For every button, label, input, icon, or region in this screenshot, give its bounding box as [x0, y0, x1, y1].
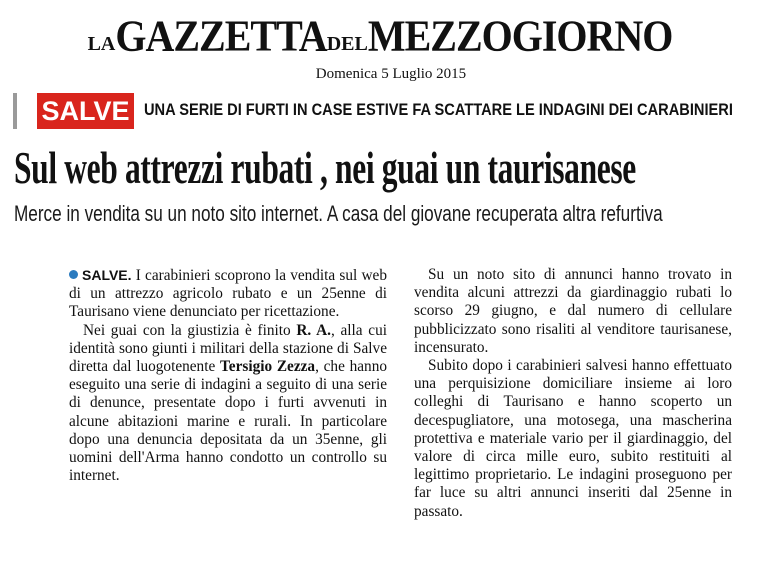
article-column-right	[414, 266, 732, 521]
dateline-place: SALVE.	[82, 267, 132, 283]
person-name: R. A.	[296, 321, 331, 339]
article-paragraph	[69, 322, 387, 486]
article-paragraph: Subito dopo i carabinieri salvesi hanno effettuato una perquisizione domiciliare insieme ai loro colleghi di Taurisano e hanno scoperto un decespugliatore, una motosega, una mascherina protettiva e materiale vario per il giardinaggio, del valore di circa mille euro, subito restituiti al legittimo proprietario. Le indagini proseguono per far luce su altri annunci inseriti dal 25enne in passato.	[414, 357, 732, 520]
person-name: Tersigio Zezza	[219, 358, 316, 376]
kicker-location-label: SALVE	[37, 93, 134, 129]
kicker-text: UNA SERIE DI FURTI IN CASE ESTIVE FA SCATTARE LE INDAGINI DEI CARABINIERI	[144, 100, 733, 119]
publication-date: Domenica 5 Luglio 2015	[315, 66, 467, 82]
masthead-la: LA	[87, 33, 116, 55]
headline: Sul web attrezzi rubati , nei guai un taurisanese	[14, 143, 636, 193]
subheadline: Merce in vendita su un noto sito internet. A casa del giovane recuperata altra refurtiva	[14, 201, 663, 226]
paragraph-text: I carabinieri scoprono la vendita sul web di un attrezzo agricolo rubato e un 25enne di Taurisano viene denunciato per ricettazione.	[69, 267, 387, 321]
kicker-divider	[13, 93, 17, 129]
masthead-mezzogiorno: MEZZOGIORNO	[367, 10, 673, 61]
article-column-left	[69, 266, 387, 485]
paragraph-text: , che hanno eseguito una serie di indagini a seguito di una serie di denunce, presentate dopo i furti avvenuti in alcune abitazioni marine e rurali. In particolare dopo una denuncia depositata da un 35enne, gli uomini dell'Arma hanno condotto un controllo su internet.	[69, 358, 387, 485]
masthead-del: DEL	[326, 33, 368, 55]
masthead-logo	[87, 8, 673, 61]
masthead-gazzetta: GAZZETTA	[115, 10, 327, 61]
article-paragraph: Su un noto sito di annunci hanno trovato in vendita alcuni attrezzi da giardinaggio rubati lo scorso 29 giugno, e dal numero di cellulare pubblicizzato sono risaliti al venditore taurisanese, incensurato.	[414, 266, 732, 356]
bullet-dot-icon	[69, 270, 78, 279]
article-paragraph	[69, 266, 387, 322]
paragraph-text: Nei guai con la giustizia è finito	[83, 321, 297, 339]
paragraph-text: , alla cui identità sono giunti i militari della stazione di Salve diretta dal luogotenente	[69, 321, 387, 376]
